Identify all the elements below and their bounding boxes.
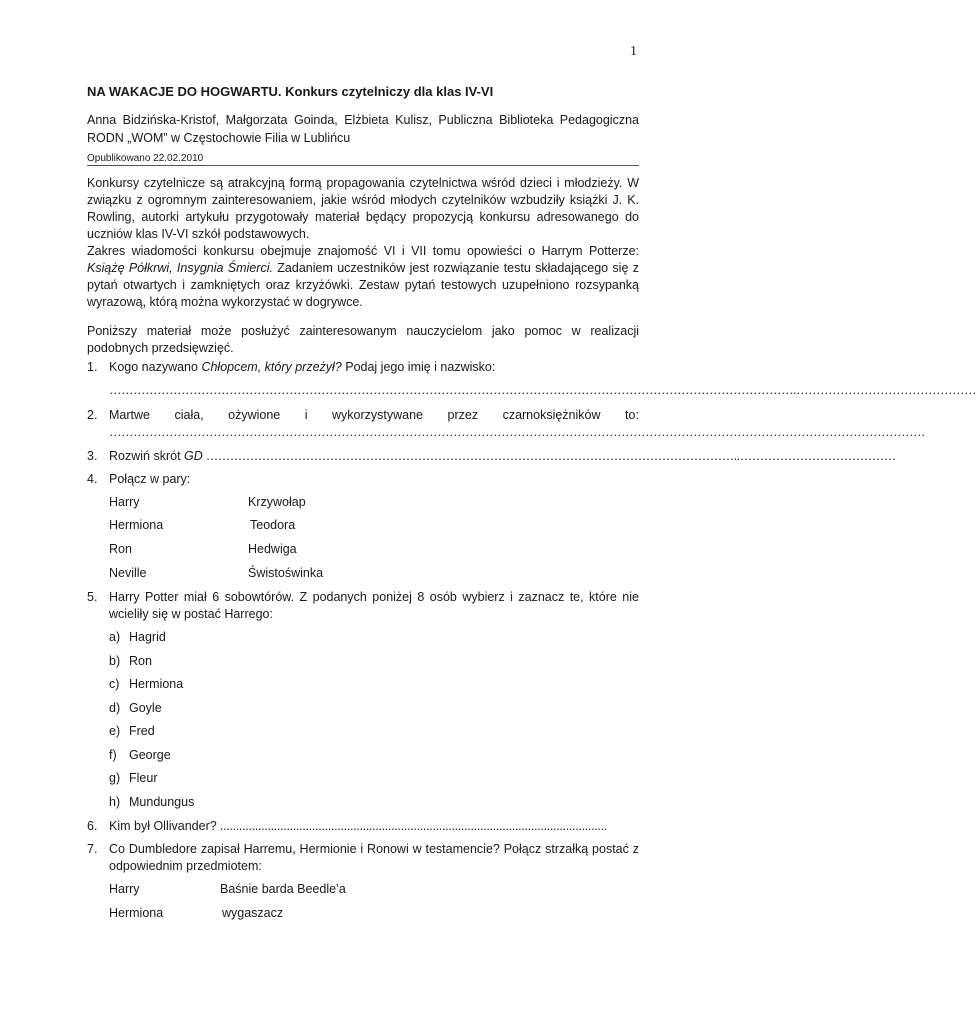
document-page: 1 NA WAKACJE DO HOGWARTU. Konkurs czytelniczy dla klas IV-VI Anna Bidzińska-Kristof, Małgorzata Goinda, Elżbieta Kulisz, Publiczna Biblioteka Pedagogiczna RODN „WOM” w Częstochowie Filia w Lublińcu Opublikowano 22.02.2010 Konkursy czytelnicze są atrakcyjną formą propagowania czytelnictwa wśród dzieci i młodzieży. W związku z ogromnym zainteresowaniem, jakie wśród młodych czytelników wzbudziły książki J. K. Rowling, autorki artykułu przygotowały materiał będący propozycją konkursu adresowanego do uczniów klas IV-VI szkół podstawowych. Zakres wiadomości konkursu obejmuje znajomość VI i VII tomu opowieści o Harrym Potterze: Książę Półkrwi, Insygnia Śmierci. Zadaniem uczestników jest rozwiązanie testu składającego się z pytań otwartych i zamkniętych oraz krzyżówki. Zestaw pytań testowych uzupełniono rozsypanką wyrazową, którą można wykorzystać w dogrywce. Poniższy materiał może posłużyć zainteresowanym nauczycielom jako pomoc w realizacji podobnych przedsięwzięć. 1. Kogo nazywano Chłopcem, który przeżył? Podaj jego imię i nazwisko: ……………………………………………………………………………………………………………………………………………………….……………………………………… 2. Martwe ciała, ożywione i wykorzystywane przez czarnoksiężników to: …………………………………………………………………………………………………………………………………………………………………………………… 3. Rozwiń skrót GD ……………………………………………………………………………………………………………………..………………………………… 4. Połącz w pary: Harry Krzywołap Hermiona Teodora Ron Hedwiga Neville Świstoświnka 5. Harry Potter miał 6 sobowtórów. Z podanych poniżej 8 osób wybierz i zaznacz te, które nie wcieliły się w postać Harrego: a) Hagrid b) Ron c) Hermiona d) Goyle e) Fred f) George g) Fleur h) Mundungus 6. Kim był Ollivander? .......................................................................................................................... 7. Co Dumbledore zapisał Harremu, Hermionie i Ronowi w testamencie? Połącz strzałką postać z odpowiednim przedmiotem: Harry Baśnie barda Beedle’a Hermiona wygaszacz	[87, 44, 976, 920]
option-b[interactable]: b) Ron	[109, 654, 152, 668]
publication-date: Opublikowano 22.02.2010	[87, 153, 204, 164]
page-number: 1	[630, 44, 637, 59]
answer-line-3[interactable]: ……………………………………………………………………………………………………………………..…………………………………	[202, 449, 896, 463]
bequest-right-1: Baśnie barda Beedle’a	[220, 882, 346, 896]
article-authors: Anna Bidzińska-Kristof, Małgorzata Goinda, Elżbieta Kulisz, Publiczna Biblioteka Pedagogiczna RODN „WOM” w Częstochowie Filia w Lublińcu	[87, 113, 639, 145]
pair-left-2: Hermiona	[109, 518, 164, 532]
bequest-right-2: wygaszacz	[222, 906, 284, 920]
question-7: 7. Co Dumbledore zapisał Harremu, Hermionie i Ronowi w testamencie? Połącz strzałką postać z odpowiednim przedmiotem:	[87, 842, 639, 873]
intro-paragraph: Konkursy czytelnicze są atrakcyjną formą propagowania czytelnictwa wśród dzieci i młodzieży. W związku z ogromnym zainteresowaniem, jakie wśród młodych czytelników wzbudziły książki J. K. Rowling, autorki artykułu przygotowały materiał będący propozycją konkursu adresowanego do uczniów klas IV-VI szkół podstawowych.	[87, 176, 639, 241]
book-titles: Książę Półkrwi, Insygnia Śmierci.	[87, 261, 273, 275]
option-d[interactable]: d) Goyle	[109, 701, 162, 715]
question-5: 5. Harry Potter miał 6 sobowtórów. Z podanych poniżej 8 osób wybierz i zaznacz te, które nie wcieliły się w postać Harrego:	[87, 590, 639, 621]
bequest-left-1: Harry	[109, 882, 140, 896]
option-g[interactable]: g) Fleur	[109, 771, 158, 785]
header-divider	[87, 165, 639, 166]
pair-left-1: Harry	[109, 495, 140, 509]
option-h[interactable]: h) Mundungus	[109, 795, 195, 809]
option-e[interactable]: e) Fred	[109, 724, 155, 738]
scope-paragraph: Zakres wiadomości konkursu obejmuje znajomość VI i VII tomu opowieści o Harrym Potterze: Książę Półkrwi, Insygnia Śmierci. Zadaniem uczestników jest rozwiązanie testu składającego się z pytań otwartych i zamkniętych oraz krzyżówki. Zestaw pytań testowych uzupełniono rozsypanką wyrazową, którą można wykorzystać w dogrywce.	[87, 244, 639, 309]
answer-line-2[interactable]: ……………………………………………………………………………………………………………………………………………………………………………………	[109, 425, 925, 439]
pair-right-1: Krzywołap	[248, 495, 306, 509]
bequest-left-2: Hermiona	[109, 906, 164, 920]
pair-left-3: Ron	[109, 542, 132, 556]
pair-left-4: Neville	[109, 566, 147, 580]
option-a[interactable]: a) Hagrid	[109, 630, 166, 644]
pair-right-2: Teodora	[250, 518, 296, 532]
usage-paragraph: Poniższy materiał może posłużyć zainteresowanym nauczycielom jako pomoc w realizacji podobnych przedsięwzięć.	[87, 324, 639, 355]
answer-line-6[interactable]: ..........................................................................................................................	[216, 819, 607, 833]
option-c[interactable]: c) Hermiona	[109, 677, 184, 691]
answer-line-1[interactable]: ……………………………………………………………………………………………………………………………………………………….………………………………………	[109, 383, 976, 397]
article-title: NA WAKACJE DO HOGWARTU. Konkurs czytelniczy dla klas IV-VI	[87, 84, 494, 99]
option-f[interactable]: f) George	[109, 748, 171, 762]
pair-right-4: Świstoświnka	[248, 566, 324, 580]
pair-right-3: Hedwiga	[248, 542, 297, 556]
